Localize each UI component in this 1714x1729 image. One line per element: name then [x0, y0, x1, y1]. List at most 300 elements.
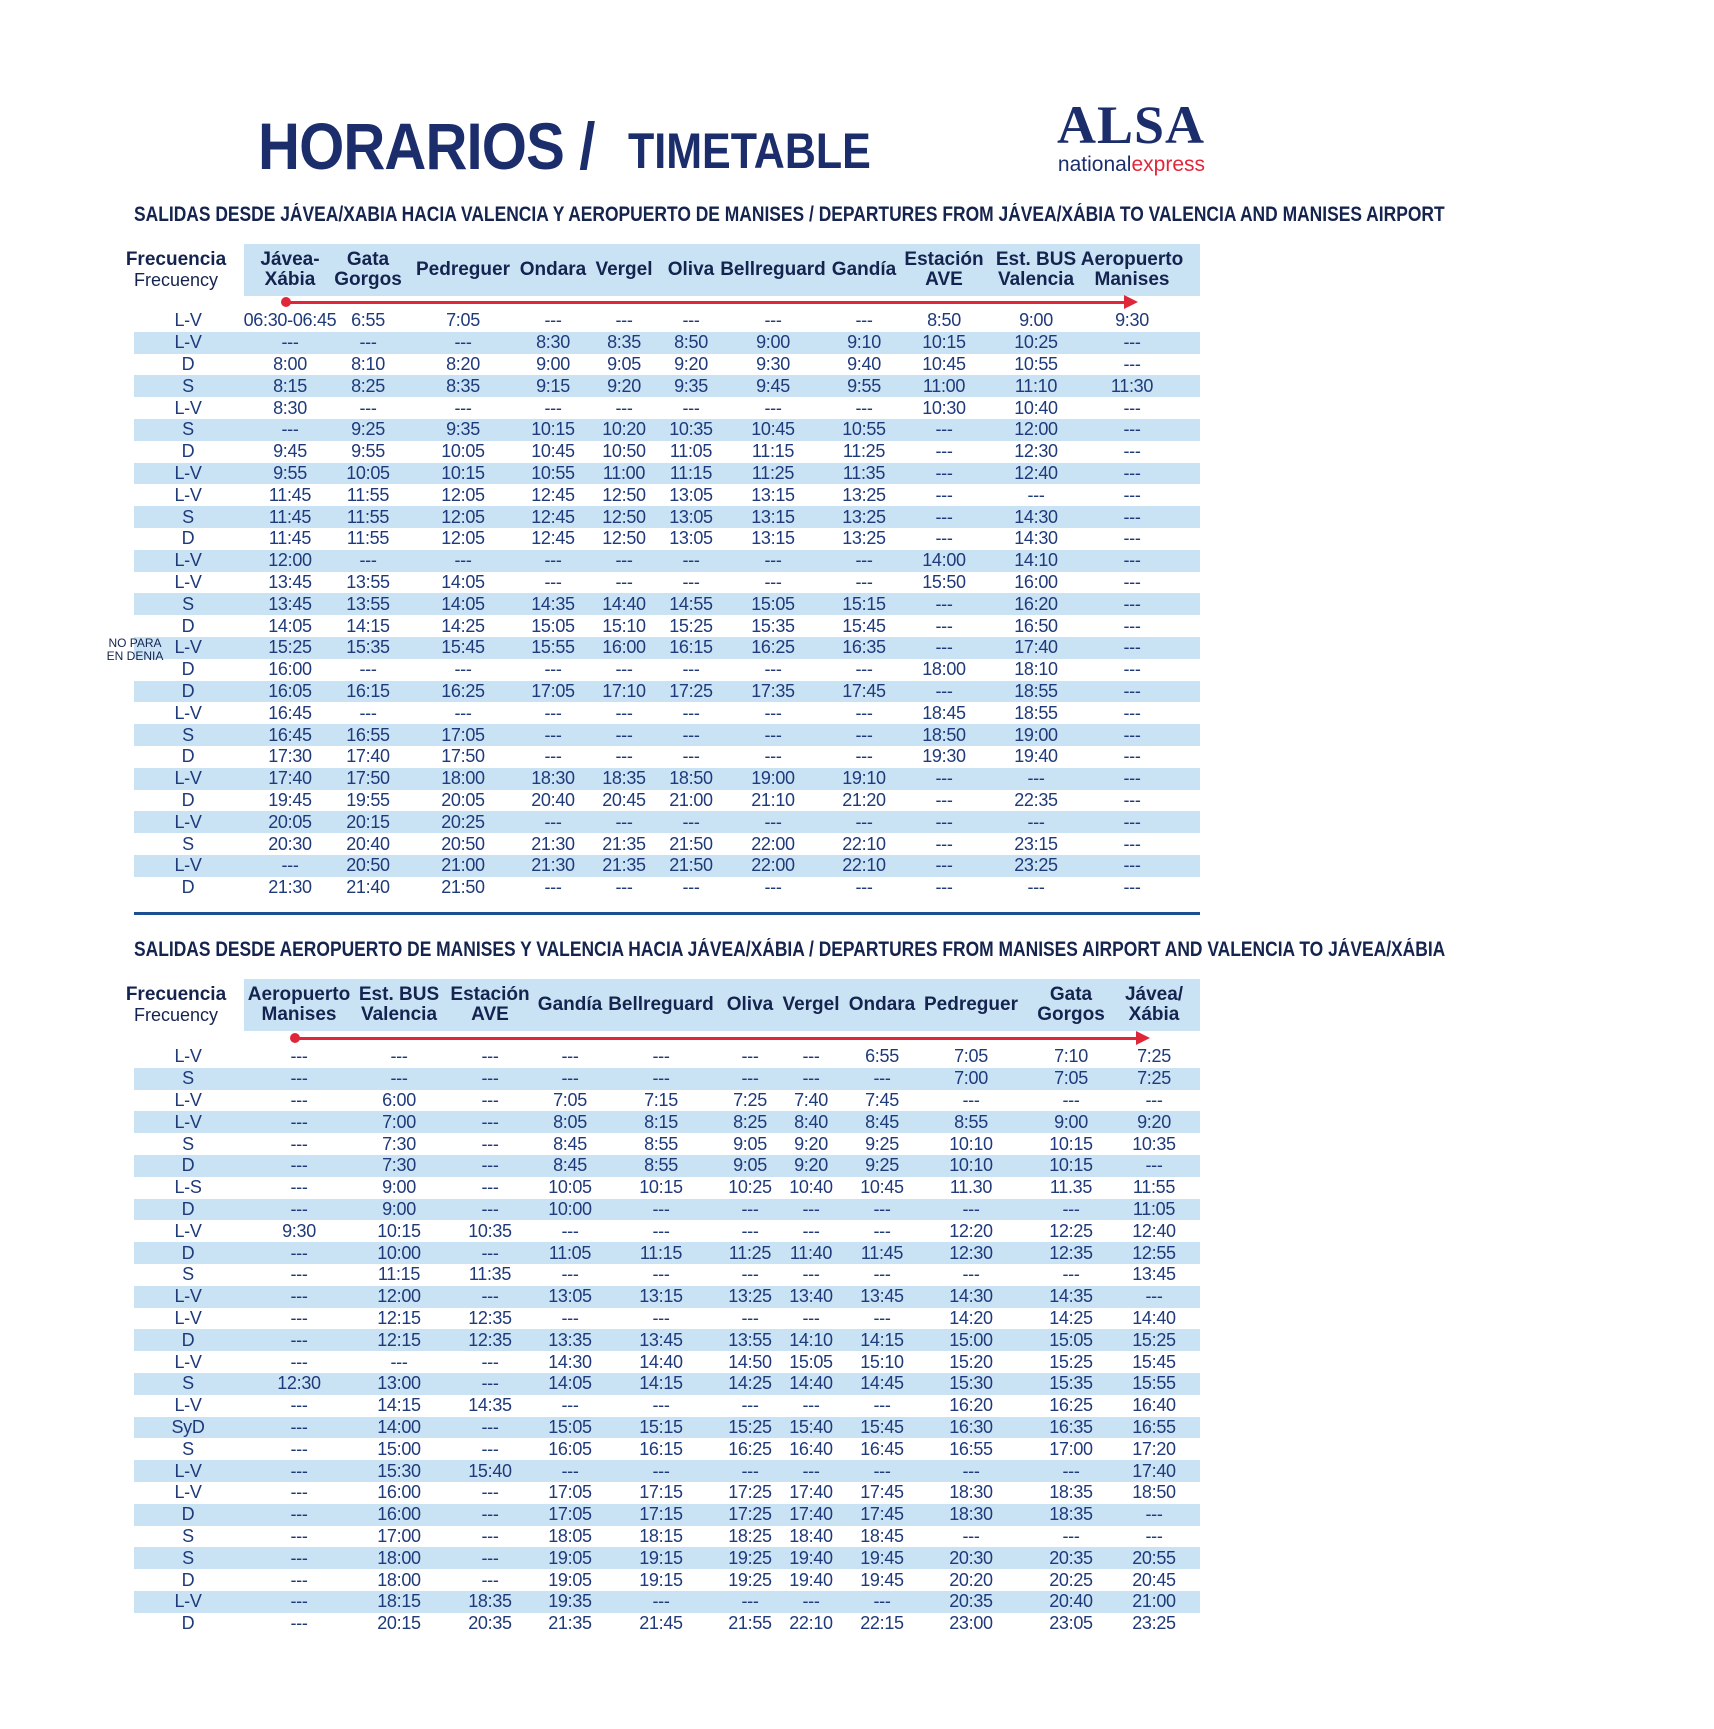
- time-cell: 8:45: [553, 1155, 587, 1176]
- time-cell: ---: [290, 1416, 308, 1437]
- time-cell: 14:05: [441, 571, 485, 592]
- table-row: [0, 354, 1320, 376]
- time-cell: 22:35: [1014, 789, 1058, 810]
- table-row: [0, 1308, 1320, 1330]
- time-cell: 15:05: [751, 593, 795, 614]
- time-cell: 6:55: [865, 1046, 899, 1067]
- time-cell: ---: [481, 1046, 499, 1067]
- time-cell: ---: [935, 462, 953, 483]
- frequency-cell: L-V: [174, 1046, 202, 1067]
- time-cell: 15:10: [602, 615, 646, 636]
- time-cell: ---: [615, 550, 633, 571]
- time-cell: 8:35: [446, 375, 480, 396]
- time-cell: 21:30: [531, 855, 575, 876]
- time-cell: 19:35: [548, 1591, 592, 1612]
- time-cell: 14:25: [441, 615, 485, 636]
- time-cell: ---: [1145, 1525, 1163, 1546]
- time-cell: ---: [281, 855, 299, 876]
- time-cell: ---: [454, 550, 472, 571]
- time-cell: 22:00: [751, 833, 795, 854]
- time-cell: ---: [741, 1460, 759, 1481]
- time-cell: 16:55: [1132, 1416, 1176, 1437]
- time-cell: 10:25: [1014, 332, 1058, 353]
- time-cell: 8:15: [273, 375, 307, 396]
- table-row: [0, 811, 1320, 833]
- column-header-est-bus-valencia: Est. BUS Valencia: [358, 984, 440, 1025]
- logo-brand: ALSA: [1056, 95, 1205, 155]
- time-cell: 11:45: [268, 484, 312, 505]
- time-cell: ---: [481, 1547, 499, 1568]
- time-cell: ---: [615, 310, 633, 331]
- time-cell: ---: [290, 1133, 308, 1154]
- time-cell: 18:10: [1014, 659, 1058, 680]
- time-cell: 8:40: [794, 1111, 828, 1132]
- time-cell: 14:30: [949, 1286, 993, 1307]
- section2-heading: SALIDAS DESDE AEROPUERTO DE MANISES Y VALENCIA HACIA JÁVEA/XÁBIA / DEPARTURES FROM MANISES AIRPORT AND VALENCIA TO JÁVEA/XÁBIA: [134, 938, 1446, 961]
- time-cell: 21:30: [268, 877, 312, 898]
- time-cell: ---: [652, 1220, 670, 1241]
- frequency-cell: D: [181, 353, 195, 374]
- time-cell: ---: [1123, 833, 1141, 854]
- time-cell: 14:25: [728, 1373, 772, 1394]
- time-cell: 15:10: [860, 1351, 904, 1372]
- time-cell: 10:55: [531, 462, 575, 483]
- time-cell: 10:45: [751, 419, 795, 440]
- time-cell: 13:15: [751, 506, 795, 527]
- time-cell: 11:35: [842, 462, 886, 483]
- time-cell: 11:55: [346, 528, 390, 549]
- time-cell: 19:40: [1014, 746, 1058, 767]
- time-cell: ---: [1145, 1155, 1163, 1176]
- time-cell: 7:45: [865, 1089, 899, 1110]
- time-cell: ---: [741, 1068, 759, 1089]
- time-cell: ---: [481, 1068, 499, 1089]
- time-cell: 17:25: [728, 1504, 772, 1525]
- frequency-cell: L-V: [174, 702, 202, 723]
- time-cell: 8:30: [273, 397, 307, 418]
- time-cell: ---: [1123, 811, 1141, 832]
- time-cell: ---: [290, 1068, 308, 1089]
- time-cell: 13:45: [860, 1286, 904, 1307]
- time-cell: ---: [1123, 637, 1141, 658]
- time-cell: ---: [764, 702, 782, 723]
- time-cell: 14:05: [441, 593, 485, 614]
- route-direction-arrow: [286, 301, 1126, 304]
- table-row: [0, 463, 1320, 485]
- time-cell: 16:45: [268, 702, 312, 723]
- time-cell: 10:30: [922, 397, 966, 418]
- time-cell: 15:35: [346, 637, 390, 658]
- time-cell: 16:45: [860, 1438, 904, 1459]
- time-cell: 19:40: [789, 1547, 833, 1568]
- time-cell: 14:35: [531, 593, 575, 614]
- frequency-cell: S: [182, 1068, 194, 1089]
- time-cell: ---: [873, 1460, 891, 1481]
- time-cell: ---: [290, 1046, 308, 1067]
- time-cell: 11:55: [1132, 1177, 1176, 1198]
- table-row: [0, 1438, 1320, 1460]
- time-cell: 13:05: [669, 484, 713, 505]
- frequency-cell: D: [181, 1569, 195, 1590]
- time-cell: 15:05: [789, 1351, 833, 1372]
- time-cell: ---: [481, 1242, 499, 1263]
- time-cell: ---: [764, 659, 782, 680]
- time-cell: 15:55: [531, 637, 575, 658]
- time-cell: 15:25: [728, 1416, 772, 1437]
- time-cell: 12:50: [602, 528, 646, 549]
- time-cell: 14:10: [789, 1329, 833, 1350]
- time-cell: 8:50: [674, 332, 708, 353]
- column-header-estacion-ave: Estación AVE: [904, 249, 984, 290]
- frequency-cell: D: [181, 746, 195, 767]
- frequency-label: Frecuencia: [125, 984, 227, 1005]
- time-cell: 14:40: [789, 1373, 833, 1394]
- frequency-cell: L-V: [174, 397, 202, 418]
- time-cell: 22:00: [751, 855, 795, 876]
- time-cell: 10:50: [602, 441, 646, 462]
- time-cell: ---: [544, 310, 562, 331]
- time-cell: 15:30: [949, 1373, 993, 1394]
- time-cell: ---: [855, 659, 873, 680]
- time-cell: 14:35: [468, 1395, 512, 1416]
- time-cell: ---: [855, 811, 873, 832]
- time-cell: ---: [290, 1177, 308, 1198]
- time-cell: ---: [652, 1395, 670, 1416]
- time-cell: 12:50: [602, 484, 646, 505]
- time-cell: 21:00: [441, 855, 485, 876]
- frequency-label-en: Frecuency: [133, 270, 219, 290]
- time-cell: 18:55: [1014, 702, 1058, 723]
- column-header-gandia: Gandía: [537, 994, 603, 1015]
- time-cell: 7:05: [954, 1046, 988, 1067]
- time-cell: 16:25: [441, 680, 485, 701]
- time-cell: 9:25: [865, 1133, 899, 1154]
- frequency-cell: SyD: [171, 1416, 205, 1437]
- time-cell: ---: [652, 1046, 670, 1067]
- table-row: [0, 1133, 1320, 1155]
- arrow-head-icon: [1124, 295, 1138, 309]
- time-cell: 19:45: [268, 789, 312, 810]
- time-cell: 17:50: [441, 746, 485, 767]
- time-cell: ---: [1123, 724, 1141, 745]
- time-cell: ---: [481, 1482, 499, 1503]
- frequency-cell: S: [182, 1547, 194, 1568]
- time-cell: ---: [652, 1264, 670, 1285]
- time-cell: 15:30: [377, 1460, 421, 1481]
- table-row: [0, 506, 1320, 528]
- time-cell: 11:15: [669, 462, 713, 483]
- time-cell: ---: [359, 702, 377, 723]
- time-cell: ---: [802, 1591, 820, 1612]
- time-cell: 14:30: [548, 1351, 592, 1372]
- time-cell: 9:25: [865, 1155, 899, 1176]
- time-cell: ---: [682, 724, 700, 745]
- time-cell: ---: [802, 1307, 820, 1328]
- time-cell: ---: [764, 724, 782, 745]
- frequency-cell: S: [182, 1133, 194, 1154]
- time-cell: ---: [682, 702, 700, 723]
- time-cell: 9:45: [756, 375, 790, 396]
- time-cell: ---: [290, 1547, 308, 1568]
- time-cell: ---: [935, 441, 953, 462]
- time-cell: ---: [1123, 506, 1141, 527]
- time-cell: 20:25: [1049, 1569, 1093, 1590]
- time-cell: ---: [1027, 768, 1045, 789]
- time-cell: 13:55: [346, 571, 390, 592]
- table-row: [0, 1504, 1320, 1526]
- title-sub: TIMETABLE: [628, 123, 871, 179]
- time-cell: 19:45: [860, 1569, 904, 1590]
- time-cell: ---: [615, 702, 633, 723]
- time-cell: 16:20: [1014, 593, 1058, 614]
- table-row: [0, 724, 1320, 746]
- table-row: [0, 1395, 1320, 1417]
- time-cell: 15:15: [639, 1416, 683, 1437]
- time-cell: 16:00: [377, 1504, 421, 1525]
- frequency-cell: S: [182, 419, 194, 440]
- time-cell: 9:20: [1137, 1111, 1171, 1132]
- time-cell: ---: [481, 1286, 499, 1307]
- time-cell: 7:30: [382, 1133, 416, 1154]
- column-header-pedreguer: Pedreguer: [924, 994, 1018, 1015]
- time-cell: ---: [802, 1460, 820, 1481]
- time-cell: ---: [615, 724, 633, 745]
- time-cell: 20:50: [346, 855, 390, 876]
- time-cell: ---: [481, 1177, 499, 1198]
- time-cell: 10:25: [728, 1177, 772, 1198]
- time-cell: ---: [1123, 855, 1141, 876]
- time-cell: ---: [935, 593, 953, 614]
- table-row: [0, 1068, 1320, 1090]
- time-cell: 11:25: [751, 462, 795, 483]
- time-cell: 13:55: [346, 593, 390, 614]
- column-header-javea-xabia: Jávea/ Xábia: [1124, 984, 1184, 1025]
- time-cell: ---: [935, 833, 953, 854]
- time-cell: 6:55: [351, 310, 385, 331]
- time-cell: 9:00: [756, 332, 790, 353]
- time-cell: ---: [873, 1068, 891, 1089]
- time-cell: ---: [390, 1046, 408, 1067]
- time-cell: ---: [741, 1264, 759, 1285]
- time-cell: ---: [741, 1307, 759, 1328]
- frequency-cell: S: [182, 1525, 194, 1546]
- time-cell: 19:15: [639, 1569, 683, 1590]
- time-cell: 15:05: [548, 1416, 592, 1437]
- time-cell: ---: [1123, 768, 1141, 789]
- time-cell: 10:15: [377, 1220, 421, 1241]
- time-cell: 17:15: [639, 1482, 683, 1503]
- time-cell: 8:20: [446, 353, 480, 374]
- frequency-cell: L-V: [174, 462, 202, 483]
- time-cell: ---: [1123, 462, 1141, 483]
- frequency-cell: L-V: [174, 811, 202, 832]
- time-cell: 21:50: [669, 833, 713, 854]
- time-cell: 17:10: [602, 680, 646, 701]
- time-cell: 20:40: [531, 789, 575, 810]
- time-cell: 13:35: [548, 1329, 592, 1350]
- time-cell: 12:05: [441, 528, 485, 549]
- time-cell: 17:05: [531, 680, 575, 701]
- time-cell: 18:35: [468, 1591, 512, 1612]
- time-cell: 18:45: [860, 1525, 904, 1546]
- time-cell: ---: [281, 332, 299, 353]
- time-cell: ---: [855, 397, 873, 418]
- page-title: [258, 108, 871, 184]
- time-cell: 11:35: [468, 1264, 512, 1285]
- table-row: [0, 397, 1320, 419]
- time-cell: 14:30: [1014, 528, 1058, 549]
- time-cell: 10:35: [669, 419, 713, 440]
- time-cell: 8:55: [644, 1155, 678, 1176]
- time-cell: 9:00: [1054, 1111, 1088, 1132]
- time-cell: ---: [281, 419, 299, 440]
- table-row: [0, 550, 1320, 572]
- time-cell: 15:45: [1132, 1351, 1176, 1372]
- time-cell: 22:15: [860, 1613, 904, 1634]
- time-cell: 12:35: [468, 1329, 512, 1350]
- time-cell: 7:05: [553, 1089, 587, 1110]
- time-cell: 10:00: [548, 1198, 592, 1219]
- time-cell: ---: [962, 1460, 980, 1481]
- time-cell: ---: [615, 397, 633, 418]
- time-cell: 11:15: [751, 441, 795, 462]
- time-cell: 9:00: [382, 1177, 416, 1198]
- time-cell: ---: [544, 811, 562, 832]
- time-cell: 8:25: [733, 1111, 767, 1132]
- time-cell: ---: [1123, 441, 1141, 462]
- time-cell: ---: [682, 659, 700, 680]
- time-cell: 8:30: [536, 332, 570, 353]
- time-cell: 16:25: [1049, 1395, 1093, 1416]
- time-cell: 15:45: [441, 637, 485, 658]
- frequency-cell: L-S: [174, 1177, 202, 1198]
- time-cell: 21:35: [548, 1613, 592, 1634]
- time-cell: 9:05: [733, 1155, 767, 1176]
- time-cell: 23:05: [1049, 1613, 1093, 1634]
- time-cell: 12:45: [531, 484, 575, 505]
- time-cell: 20:45: [1132, 1569, 1176, 1590]
- time-cell: 16:05: [268, 680, 312, 701]
- frequency-cell: D: [181, 1198, 195, 1219]
- time-cell: 12:05: [441, 484, 485, 505]
- frequency-cell: D: [181, 1329, 195, 1350]
- time-cell: ---: [1123, 397, 1141, 418]
- time-cell: ---: [290, 1591, 308, 1612]
- time-cell: 10:35: [468, 1220, 512, 1241]
- time-cell: ---: [615, 811, 633, 832]
- time-cell: ---: [652, 1307, 670, 1328]
- time-cell: 21:55: [728, 1613, 772, 1634]
- column-header-ondara: Ondara: [848, 994, 916, 1015]
- column-header-vergel: Vergel: [782, 994, 840, 1015]
- time-cell: 9:20: [794, 1155, 828, 1176]
- time-cell: 11:45: [268, 506, 312, 527]
- time-cell: ---: [615, 746, 633, 767]
- time-cell: 12:30: [1014, 441, 1058, 462]
- time-cell: 11:05: [548, 1242, 592, 1263]
- column-header-oliva: Oliva: [726, 994, 774, 1015]
- time-cell: ---: [390, 1351, 408, 1372]
- time-cell: 19:10: [842, 768, 886, 789]
- time-cell: 15:50: [922, 571, 966, 592]
- time-cell: 13:15: [639, 1286, 683, 1307]
- time-cell: 20:05: [441, 789, 485, 810]
- time-cell: 17:05: [548, 1504, 592, 1525]
- time-cell: ---: [1027, 484, 1045, 505]
- time-cell: 17:20: [1132, 1438, 1176, 1459]
- time-cell: ---: [764, 746, 782, 767]
- time-cell: 20:45: [602, 789, 646, 810]
- time-cell: 20:25: [441, 811, 485, 832]
- time-cell: 11:25: [728, 1242, 772, 1263]
- frequency-cell: L-V: [174, 1089, 202, 1110]
- table-row: [0, 572, 1320, 594]
- time-cell: 21:40: [346, 877, 390, 898]
- time-cell: ---: [544, 397, 562, 418]
- table-row: [0, 1242, 1320, 1264]
- time-cell: 23:00: [949, 1613, 993, 1634]
- table-row: [0, 1482, 1320, 1504]
- time-cell: 12:00: [1014, 419, 1058, 440]
- time-cell: 12:45: [531, 528, 575, 549]
- time-cell: 12:25: [1049, 1220, 1093, 1241]
- time-cell: ---: [962, 1525, 980, 1546]
- time-cell: 16:20: [949, 1395, 993, 1416]
- time-cell: 11:05: [669, 441, 713, 462]
- time-cell: ---: [935, 680, 953, 701]
- frequency-cell: S: [182, 833, 194, 854]
- time-cell: 14:05: [548, 1373, 592, 1394]
- time-cell: 20:55: [1132, 1547, 1176, 1568]
- time-cell: ---: [1123, 593, 1141, 614]
- time-cell: ---: [935, 506, 953, 527]
- time-cell: 9:30: [282, 1220, 316, 1241]
- time-cell: 10:15: [441, 462, 485, 483]
- time-cell: ---: [1123, 484, 1141, 505]
- time-cell: ---: [855, 746, 873, 767]
- time-cell: 19:55: [346, 789, 390, 810]
- frequency-cell: S: [182, 593, 194, 614]
- time-cell: ---: [935, 528, 953, 549]
- frequency-cell: D: [181, 680, 195, 701]
- time-cell: ---: [802, 1198, 820, 1219]
- title-main: HORARIOS /: [258, 109, 595, 183]
- time-cell: ---: [359, 659, 377, 680]
- time-cell: ---: [682, 746, 700, 767]
- time-cell: ---: [290, 1482, 308, 1503]
- time-cell: 21:20: [842, 789, 886, 810]
- time-cell: 17:40: [1132, 1460, 1176, 1481]
- time-cell: 12:00: [377, 1286, 421, 1307]
- frequency-cell: S: [182, 724, 194, 745]
- time-cell: 10:10: [949, 1133, 993, 1154]
- time-cell: 10:15: [922, 332, 966, 353]
- time-cell: ---: [561, 1068, 579, 1089]
- time-cell: 13:25: [842, 528, 886, 549]
- column-header-ondara: Ondara: [519, 259, 587, 280]
- time-cell: 10:55: [1014, 353, 1058, 374]
- time-cell: ---: [481, 1504, 499, 1525]
- time-cell: ---: [359, 550, 377, 571]
- time-cell: 12:00: [268, 550, 312, 571]
- time-cell: 18:30: [949, 1504, 993, 1525]
- time-cell: 18:35: [1049, 1504, 1093, 1525]
- time-cell: 18:00: [441, 768, 485, 789]
- time-cell: 9:25: [351, 419, 385, 440]
- time-cell: ---: [935, 811, 953, 832]
- time-cell: 11:45: [268, 528, 312, 549]
- time-cell: ---: [561, 1264, 579, 1285]
